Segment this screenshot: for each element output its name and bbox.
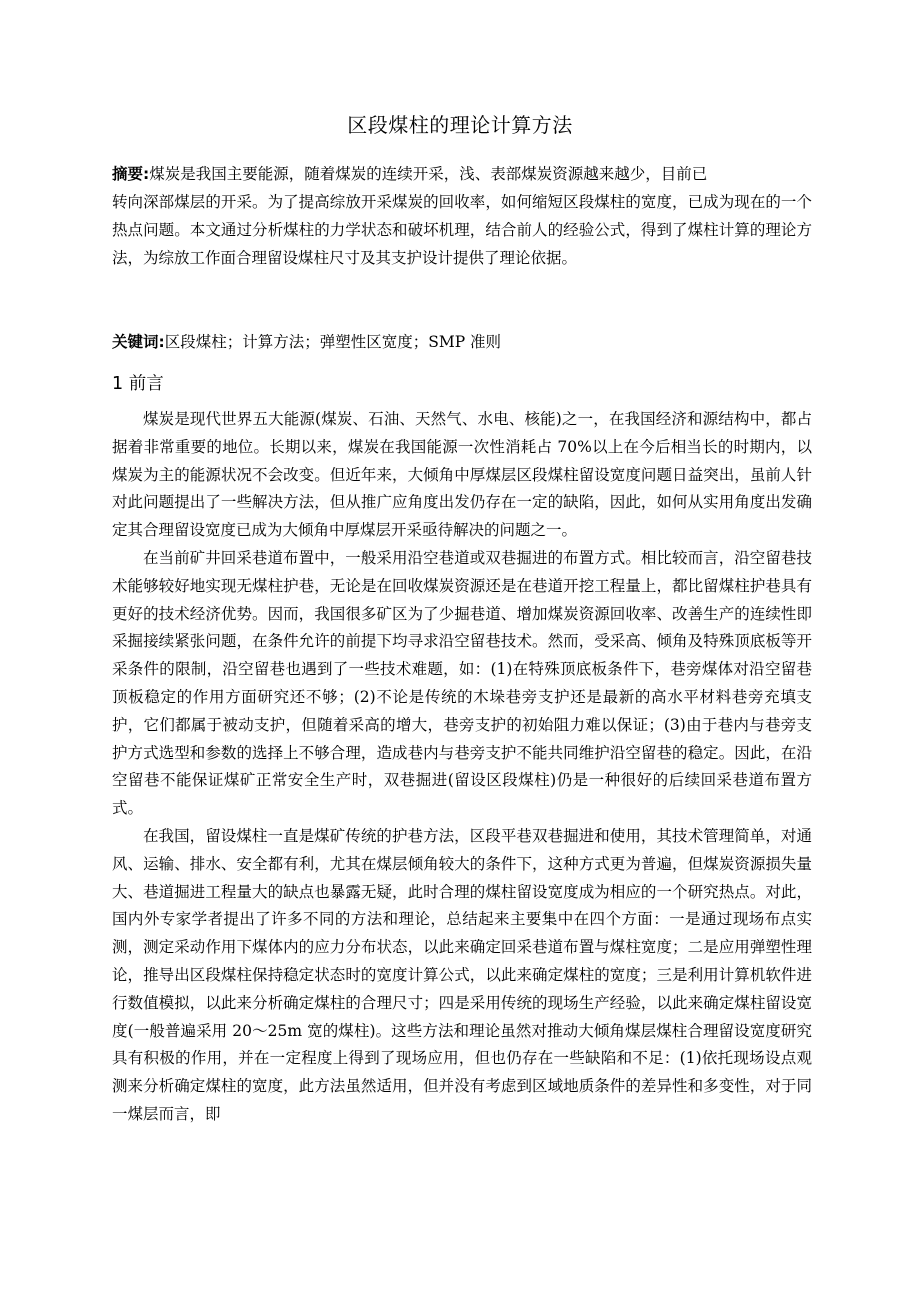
abstract-block bbox=[112, 160, 812, 272]
section-heading: 1 前言 bbox=[112, 374, 164, 394]
section-body bbox=[112, 406, 812, 1129]
body-paragraph-1: 煤炭是现代世界五大能源(煤炭、石油、天然气、水电、核能)之一，在我国经济和源结构中，都占据着非常重要的地位。长期以来，煤炭在我国能源一次性消耗占 70%以上在今后相当长的时期内，以煤炭为主的能源状况不会改变。但近年来，大倾角中厚煤层区段煤柱留设宽度问题日益突出，虽前人针对此问题提出了一些解决方法，但从推广应角度出发仍存在一定的缺陷，因此，如何从实用角度出发确定其合理留设宽度已成为大倾角中厚煤层开采亟待解决的问题之一。 bbox=[112, 410, 812, 540]
body-paragraph-3: 在我国，留设煤柱一直是煤矿传统的护巷方法，区段平巷双巷掘进和使用，其技术管理简单，对通风、运输、排水、安全都有利，尤其在煤层倾角较大的条件下，这种方式更为普遍，但煤炭资源损失量大、巷道掘进工程量大的缺点也暴露无疑，此时合理的煤柱留设宽度成为相应的一个研究热点。对此，国内外专家学者提出了许多不同的方法和理论，总结起来主要集中在四个方面：一是通过现场布点实测，测定采动作用下煤体内的应力分布状态，以此来确定回采巷道布置与煤柱宽度；二是应用弹塑性理论，推导出区段煤柱保持稳定状态时的宽度计算公式，以此来确定煤柱的宽度；三是利用计算机软件进行数值模拟，以此来分析确定煤柱的合理尺寸；四是采用传统的现场生产经验，以此来确定煤柱留设宽度(一般普遍采用 20～25m 宽的煤柱)。这些方法和理论虽然对推动大倾角煤层煤柱合理留设宽度研究具有积极的作用，并在一定程度上得到了现场应用，但也仍存在一些缺陷和不足：(1)依托现场设点观测来分析确定煤柱的宽度，此方法虽然适用，但并没有考虑到区域地质条件的差异性和多变性，对于同一煤层而言，即 bbox=[112, 826, 812, 1123]
abstract-first-line bbox=[112, 160, 812, 188]
document-title: 区段煤柱的理论计算方法 bbox=[347, 113, 573, 137]
abstract-label: 摘要: bbox=[112, 165, 150, 183]
keywords-label: 关键词: bbox=[112, 333, 165, 351]
abstract-text: 转向深部煤层的开采。为了提高综放开采煤炭的回收率，如何缩短区段煤柱的宽度，已成为现在的一个热点问题。本文通过分析煤柱的力学状态和破坏机理，结合前人的经验公式，得到了煤柱计算的理论方法，为综放工作面合理留设煤柱尺寸及其支护设计提供了理论依据。 bbox=[112, 193, 812, 267]
keywords-line bbox=[112, 328, 812, 356]
body-paragraph-2: 在当前矿井回采巷道布置中，一般采用沿空巷道或双巷掘进的布置方式。相比较而言，沿空留巷技术能够较好地实现无煤柱护巷，无论是在回收煤炭资源还是在巷道开挖工程量上，都比留煤柱护巷具有更好的技术经济优势。因而，我国很多矿区为了少掘巷道、增加煤炭资源回收率、改善生产的连续性即采掘接续紧张问题，在条件允许的前提下均寻求沿空留巷技术。然而，受采高、倾角及特殊顶底板等开采条件的限制，沿空留巷也遇到了一些技术难题，如：(1)在特殊顶底板条件下，巷旁煤体对沿空留巷顶板稳定的作用方面研究还不够；(2)不论是传统的木垛巷旁支护还是最新的高水平材料巷旁充填支护，它们都属于被动支护，但随着采高的增大，巷旁支护的初始阻力难以保证；(3)由于巷内与巷旁支护方式选型和参数的选择上不够合理，造成巷内与巷旁支护不能共同维护沿空留巷的稳定。因此，在沿空留巷不能保证煤矿正常安全生产时，双巷掘进(留设区段煤柱)仍是一种很好的后续回采巷道布置方式。 bbox=[112, 548, 812, 818]
abstract-line1: 煤炭是我国主要能源，随着煤炭的连续开采，浅、表部煤炭资源越来越少，目前已 bbox=[149, 165, 708, 183]
keywords-text: 区段煤柱；计算方法；弹塑性区宽度；SMP 准则 bbox=[164, 333, 502, 351]
